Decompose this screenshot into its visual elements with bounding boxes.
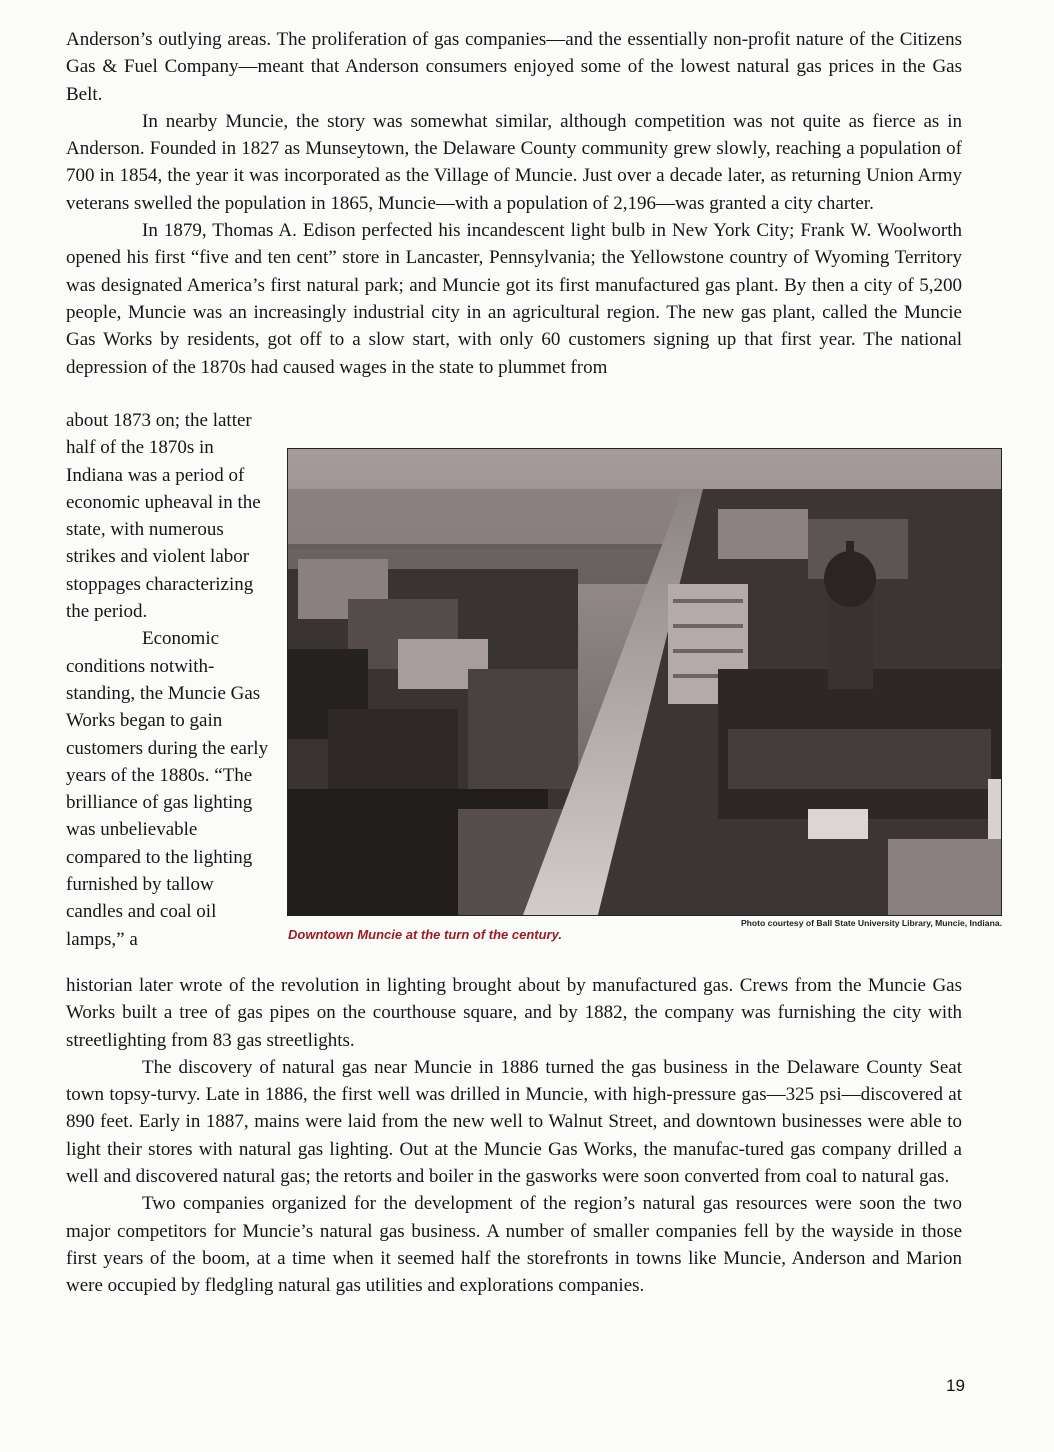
side-column [66, 407, 271, 953]
photo-caption: Downtown Muncie at the turn of the century. [288, 927, 562, 942]
paragraph-historian: historian later wrote of the revolution in lighting brought about by manufactured gas. Crews from the Muncie Gas Works built a tree of gas pipes on the courthouse square, and by 1882, the company was furnishing the city with streetlighting from 83 gas streetlights. [66, 975, 962, 1051]
page-number: 19 [946, 1376, 965, 1395]
paragraph-two-companies: Two companies organized for the development of the region’s natural gas resources were soon the two major competitors for Muncie’s natural gas business. A number of smaller companies fell by the wayside in those first years of the boom, at a time when it seemed half the storefronts in towns like Muncie, Anderson and Marion were occupied by fledgling natural gas utilities and explorations companies. [66, 1193, 962, 1297]
paragraph-anderson: Anderson’s outlying areas. The proliferation of gas companies—and the essentially non-profit nature of the Citizens Gas & Fuel Company—meant that Anderson consumers enjoyed some of the lowest natural gas prices in the Gas Belt. [66, 29, 962, 105]
paragraph-1879: In 1879, Thomas A. Edison perfected his incandescent light bulb in New York City; Frank W. Woolworth opened his first “five and ten cent” store in Lancaster, Pennsylvania; the Yellowstone country of Wyoming Territory was designated America’s first natural park; and Muncie got its first manufactured gas plant. By then a city of 5,200 people, Muncie was an increasingly industrial city in an agricultural region. The new gas plant, called the Muncie Gas Works by residents, got off to a slow start, with only 60 customers signing up that first year. The national depression of the 1870s had caused wages in the state to plummet from [66, 220, 962, 378]
text-block-top [66, 26, 962, 381]
paragraph-natural-gas-discovery: The discovery of natural gas near Muncie in 1886 turned the gas business in the Delaware County Seat town topsy-turvy. Late in 1886, the first well was drilled in Muncie, with high-pressure gas—325 psi—discovered at 890 feet. Early in 1887, mains were laid from the new well to Walnut Street, and downtown businesses were able to light their stores with natural gas lighting. Out at the Muncie Gas Works, the manufac-tured gas company drilled a well and discovered natural gas; the retorts and boiler in the gasworks were soon converted from coal to natural gas. [66, 1056, 962, 1188]
aerial-city-illustration [288, 449, 1001, 915]
paragraph-1870s-depression: about 1873 on; the latter half of the 1870s in Indiana was a period of economic upheaval in the state, with numerous strikes and violent labor stoppages characterizing the period. [66, 410, 261, 623]
paragraph-economic-conditions: Economic conditions notwith-standing, the Muncie Gas Works began to gain customers during the early years of the 1880s. “The brilliance of gas lighting was unbelievable compared to the lighting furnished by tallow candles and coal oil lamps,” a [66, 628, 269, 950]
photo-credit: Photo courtesy of Ball State University Library, Muncie, Indiana. [740, 918, 1002, 928]
text-block-bottom [66, 972, 962, 1300]
paragraph-muncie-history: In nearby Muncie, the story was somewhat similar, although competition was not quite as fierce as in Anderson. Founded in 1827 as Munseytown, the Delaware County community grew slowly, reaching a population of 700 in 1854, the year it was incorporated as the Village of Muncie. Just over a decade later, as returning Union Army veterans swelled the population in 1865, Muncie—with a population of 2,196—was granted a city charter. [66, 110, 962, 214]
downtown-muncie-photo [287, 448, 1002, 916]
